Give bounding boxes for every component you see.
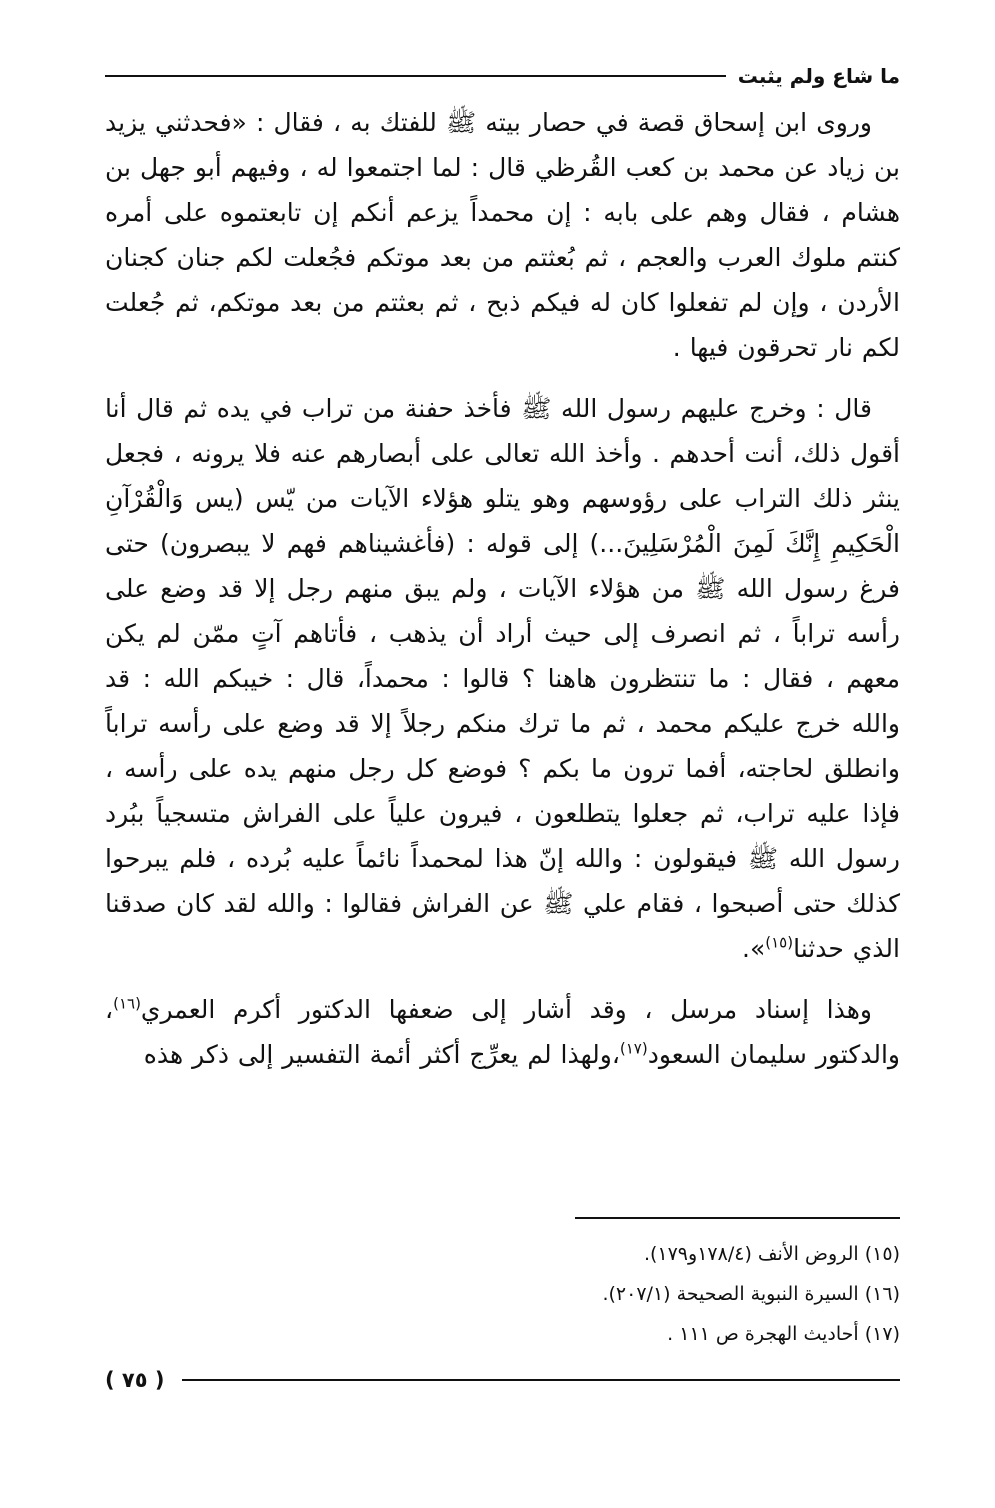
footnote-16: (١٦) السيرة النبوية الصحيحة (٢٠٧/١).: [602, 1283, 900, 1305]
header-rule: [105, 75, 726, 77]
page-footer: [105, 1363, 900, 1397]
paragraph-3-text-3: ،ولهذا لم يعرِّج أكثر أئمة التفسير إلى ذكر هذه: [143, 1040, 620, 1069]
page-header: [105, 62, 900, 90]
paragraph-2: [105, 386, 900, 971]
page-number: ( ٧٥ ): [105, 1368, 165, 1392]
paragraph-1-text: وروى ابن إسحاق قصة في حصار بيته ﷺ للفتك به ، فقال : «فحدثني يزيد بن زياد عن محمد بن كعب القُرظي قال : لما اجتمعوا له ، وفيهم أبو جهل بن هشام ، فقال وهم على بابه : إن محمداً يزعم أنكم إن تابعتموه على أمره كنتم ملوك العرب والعجم ، ثم بُعثتم من بعد موتكم فجُعلت لكم جنان كجنان الأردن ، وإن لم تفعلوا كان له فيكم ذبح ، ثم بعثتم من بعد موتكم، ثم جُعلت لكم نار تحرقون فيها .: [105, 108, 900, 362]
footer-rule: [182, 1379, 900, 1381]
paragraph-3-text-2: ، والدكتور سليمان السعود: [105, 995, 900, 1069]
footnote-15: (١٥) الروض الأنف (١٧٨/٤و١٧٩).: [643, 1243, 900, 1265]
footnote-17: (١٧) أحاديث الهجرة ص ١١١ .: [667, 1323, 900, 1345]
footnotes: [100, 1234, 900, 1354]
paragraph-1: [105, 100, 900, 370]
footnote-separator: [575, 1217, 900, 1219]
paragraph-2-close-quote: ».: [742, 934, 766, 963]
footnote-ref-17[interactable]: (١٧): [619, 1039, 648, 1058]
main-text: [105, 100, 900, 1093]
paragraph-3: [105, 987, 900, 1077]
footnote-ref-16[interactable]: (١٦): [113, 994, 141, 1013]
footnote-ref-15[interactable]: (١٥): [765, 933, 794, 952]
paragraph-3-text-1: وهذا إسناد مرسل ، وقد أشار إلى ضعفها الدكتور أكرم العمري: [140, 995, 872, 1024]
running-title: ما شاع ولم يثبت: [737, 64, 900, 88]
paragraph-2-text: قال : وخرج عليهم رسول الله ﷺ فأخذ حفنة من تراب في يده ثم قال أنا أقول ذلك، أنت أحدهم . وأخذ الله تعالى على أبصارهم عنه فلا يرونه ، فجعل ينثر ذلك التراب على رؤوسهم وهو يتلو هؤلاء الآيات من يّس (يس وَالْقُرْآنِ الْحَكِيمِ إِنَّكَ لَمِنَ الْمُرْسَلِينَ...) إلى قوله : (فأغشيناهم فهم لا يبصرون) حتى فرغ رسول الله ﷺ من هؤلاء الآيات ، ولم يبق منهم رجل إلا قد وضع على رأسه تراباً ، ثم انصرف إلى حيث أراد أن يذهب ، فأتاهم آتٍ ممّن لم يكن معهم ، فقال : ما تنتظرون هاهنا ؟ قالوا : محمداً، قال : خيبكم الله : قد والله خرج عليكم محمد ، ثم ما ترك منكم رجلاً إلا قد وضع على رأسه تراباً وانطلق لحاجته، أفما ترون ما بكم ؟ فوضع كل رجل منهم يده على رأسه ، فإذا عليه تراب، ثم جعلوا يتطلعون ، فيرون علياً على الفراش متسجياً ببُرد رسول الله ﷺ فيقولون : والله إنّ هذا لمحمداً نائماً عليه بُرده ، فلم يبرحوا كذلك حتى أصبحوا ، فقام علي ﷺ عن الفراش فقالوا : والله لقد كان صدقنا الذي حدثنا: [105, 394, 900, 963]
